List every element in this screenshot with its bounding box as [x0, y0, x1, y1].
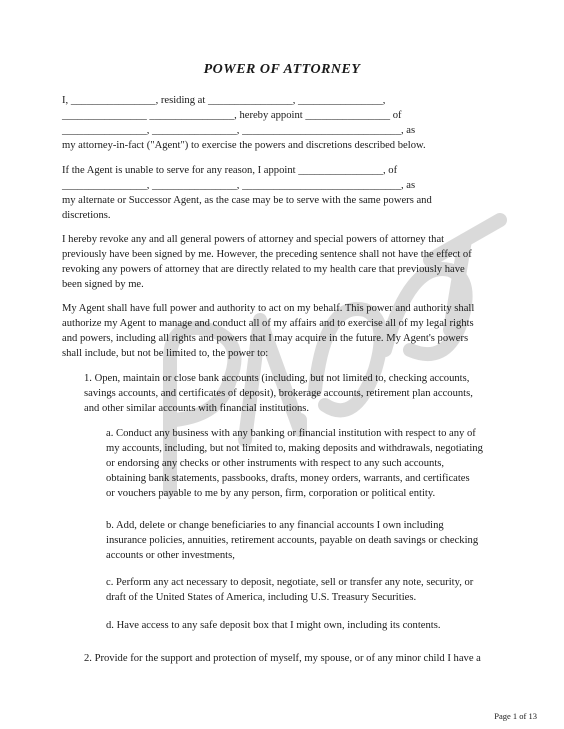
item-1a-line: or vouchers payable to me by any person, firm, corporation or political entity.: [106, 488, 436, 499]
item-1b-line: b. Add, delete or change beneficiaries to any financial accounts I own including: [106, 520, 444, 531]
agent-line: authorize my Agent to manage and conduct all of my affairs and to exercise all of my legal rights: [62, 318, 474, 329]
revoke-line: been signed by me.: [62, 279, 144, 290]
item-1-line: and other similar accounts with financial institutions.: [84, 403, 310, 414]
intro-line: ________________ ________________, hereby appoint ________________ of: [62, 110, 402, 121]
item-1a: [106, 426, 502, 501]
agent-line: shall include, but not be limited to, the power to:: [62, 348, 269, 359]
alternate-line: my alternate or Successor Agent, as the case may be to serve with the same powers and: [62, 195, 432, 206]
revoke-line: revoking any powers of attorney that are directly related to my health care that previously have: [62, 264, 465, 275]
page-number: Page 1 of 13: [494, 711, 537, 721]
alternate-line: If the Agent is unable to serve for any reason, I appoint ________________, of: [62, 165, 398, 176]
item-1a-line: or endorsing any checks or other instruments with respect to any such accounts,: [106, 458, 445, 469]
item-1: [84, 371, 502, 416]
item-2-line: 2. Provide for the support and protection of myself, my spouse, or of any minor child I have a: [84, 653, 481, 664]
agent-powers-paragraph: [62, 301, 502, 361]
item-2: [84, 651, 502, 666]
item-1a-line: my accounts, including, but not limited to, making deposits and withdrawals, negotiating: [106, 443, 483, 454]
intro-line: ________________, ________________, ______________________________, as: [62, 125, 416, 136]
revoke-paragraph: [62, 232, 502, 292]
item-1a-line: a. Conduct any business with any banking or financial institution with respect to any of: [106, 428, 476, 439]
agent-line: My Agent shall have full power and authority to act on my behalf. This power and authority shall: [62, 303, 475, 314]
item-1b-line: insurance policies, annuities, retirement accounts, payable on death savings or checking: [106, 535, 479, 546]
revoke-line: I hereby revoke any and all general powers of attorney and special powers of attorney that: [62, 234, 445, 245]
item-1b: [106, 518, 502, 563]
item-1-line: savings accounts, and certificates of deposit), brokerage accounts, retirement plan accounts,: [84, 388, 473, 399]
alternate-line: discretions.: [62, 210, 111, 221]
item-1c-line: draft of the United States of America, including U.S. Treasury Securities.: [106, 592, 417, 603]
document-title: POWER OF ATTORNEY: [203, 62, 361, 77]
agent-line: and powers, including all rights and powers that I may acquire in the future. My Agent's powers: [62, 333, 469, 344]
item-1a-line: obtaining bank statements, passbooks, drafts, money orders, warrants, and certificates: [106, 473, 470, 484]
alternate-line: ________________, ________________, ______________________________, as: [62, 180, 416, 191]
revoke-line: previously have been signed by me. However, the preceding sentence shall not have the effect of: [62, 249, 472, 260]
item-1d-line: d. Have access to any safe deposit box that I might own, including its contents.: [106, 620, 441, 631]
alternate-agent-paragraph: [62, 163, 502, 223]
item-1b-line: accounts or other investments,: [106, 550, 235, 561]
intro-line: my attorney-in-fact ("Agent") to exercise the powers and discretions described below.: [62, 140, 426, 151]
item-1d: [106, 618, 502, 633]
intro-paragraph: [62, 93, 502, 153]
item-1-line: 1. Open, maintain or close bank accounts (including, but not limited to, checking accounts,: [84, 373, 470, 384]
item-1c-line: c. Perform any act necessary to deposit, negotiate, sell or transfer any note, security, or: [106, 577, 474, 588]
intro-line: I, ________________, residing at ________________, ________________,: [62, 95, 386, 106]
item-1c: [106, 575, 502, 605]
